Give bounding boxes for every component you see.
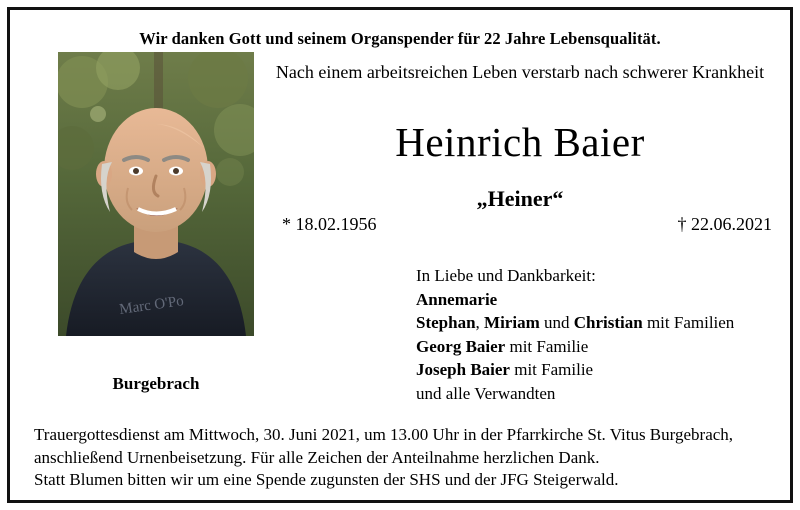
family-line-3 (416, 335, 746, 359)
family-line-2 (416, 311, 746, 335)
family-line-1 (416, 288, 746, 312)
family-line-5: und alle Verwandten (416, 383, 556, 403)
family-name-georg-baier: Georg Baier (416, 336, 506, 356)
family-suffix-2: mit Familien (642, 313, 735, 332)
family-name-joseph-baier: Joseph Baier (416, 360, 510, 379)
birth-date: * 18.02.1956 (282, 214, 377, 234)
death-date: † 22.06.2021 (677, 214, 772, 234)
obituary-frame (7, 7, 793, 503)
place-name: Burgebrach (112, 374, 200, 393)
deceased-name: Heinrich Baier (395, 119, 645, 165)
portrait-photo (58, 52, 254, 336)
family-suffix-3: mit Familie (505, 336, 589, 356)
family-line-4 (416, 358, 746, 382)
family-name-stephan: Stephan (416, 313, 476, 332)
obituary-content (10, 10, 790, 500)
family-name-christian: Christian (573, 313, 643, 332)
portrait-photo-image (58, 52, 254, 336)
service-line-2: anschließend Urnenbeisetzung. Für alle Zeichen der Anteilnahme herzlichen Dank. (34, 447, 600, 467)
family-sep-1: , (475, 313, 485, 332)
family-name-annemarie: Annemarie (416, 289, 498, 309)
deceased-nickname: „Heiner“ (476, 186, 564, 211)
intro-line: Nach einem arbeitsreichen Leben verstarb nach schwerer Krankheit (275, 62, 765, 82)
family-suffix-4: mit Familie (509, 360, 594, 379)
thanks-line: Wir danken Gott und seinem Organspender für 22 Jahre Lebensqualität. (139, 29, 661, 48)
service-line-3: Statt Blumen bitten wir um eine Spende zugunsten der SHS und der JFG Steigerwald. (34, 470, 619, 489)
family-block (416, 264, 746, 405)
service-details (34, 424, 774, 492)
family-sep-2: und (539, 313, 574, 332)
svg-text:Marc O'Po: Marc O'Po (118, 293, 185, 318)
family-name-miriam: Miriam (484, 313, 540, 332)
service-line-1: Trauergottesdienst am Mittwoch, 30. Juni 2021, um 13.00 Uhr in der Pfarrkirche St. Vitus Burgebrach, (34, 425, 734, 444)
family-heading: In Liebe und Dankbarkeit: (416, 266, 596, 285)
life-dates (278, 214, 774, 235)
